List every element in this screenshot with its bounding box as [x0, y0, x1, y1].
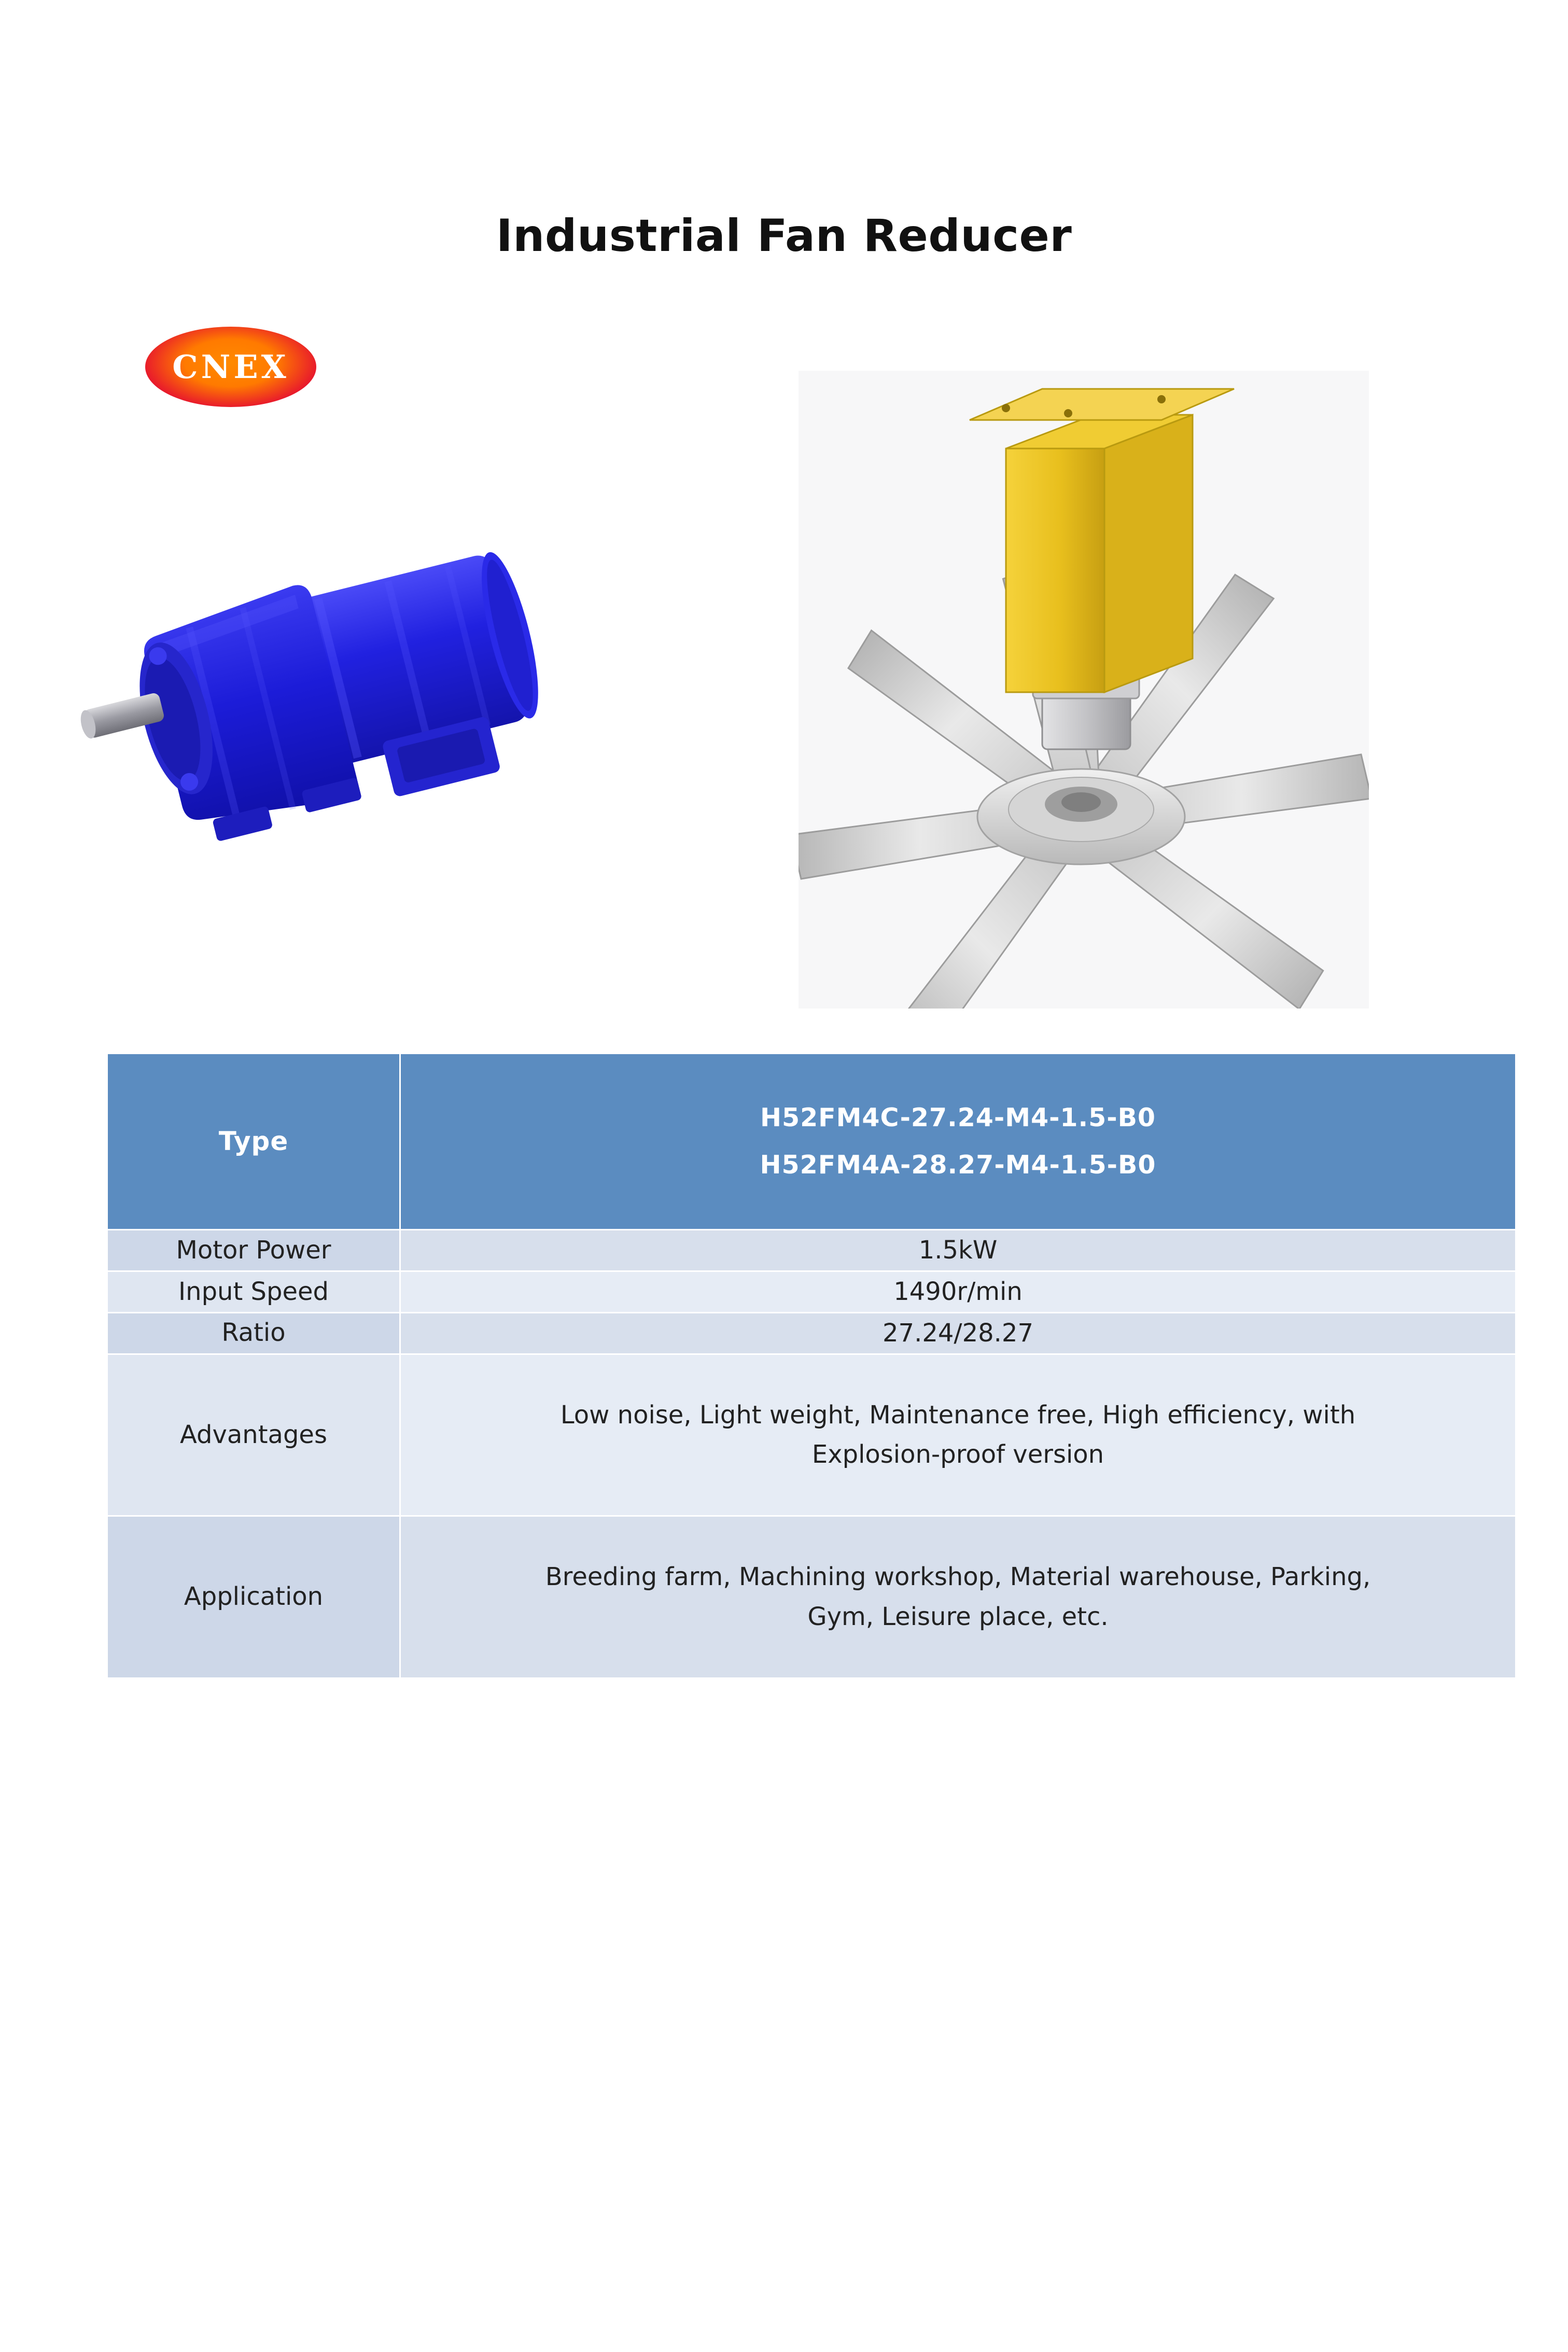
- advantages-line-1: Low noise, Light weight, Maintenance free, High efficiency, with: [560, 1400, 1356, 1430]
- advantages-line-2: Explosion-proof version: [811, 1440, 1104, 1469]
- row-value-application: [400, 1516, 1516, 1678]
- type-model-1: H52FM4C-27.24-M4-1.5-B0: [760, 1103, 1156, 1132]
- row-value-input-speed: 1490r/min: [400, 1271, 1516, 1313]
- brand-logo: [145, 327, 316, 410]
- table-row: [107, 1230, 1516, 1271]
- type-model-2: H52FM4A-28.27-M4-1.5-B0: [760, 1150, 1156, 1180]
- row-value-advantages: [400, 1354, 1516, 1516]
- row-label-type: Type: [107, 1054, 400, 1230]
- row-label-application: Application: [107, 1516, 400, 1678]
- row-label-ratio: Ratio: [107, 1312, 400, 1354]
- application-line-1: Breeding farm, Machining workshop, Material warehouse, Parking,: [545, 1562, 1371, 1592]
- page-title: Industrial Fan Reducer: [496, 210, 1072, 262]
- reducer-illustration: [78, 436, 726, 928]
- table-row: [107, 1516, 1516, 1678]
- reducer-product-image: [78, 436, 726, 928]
- row-label-input-speed: Input Speed: [107, 1271, 400, 1313]
- logo-text: CNEX: [172, 348, 289, 386]
- specification-table: [106, 1053, 1517, 1679]
- application-line-2: Gym, Leisure place, etc.: [807, 1602, 1109, 1632]
- table-row: [107, 1054, 1516, 1230]
- row-value-motor-power: 1.5kW: [400, 1230, 1516, 1271]
- row-value-type: [400, 1054, 1516, 1230]
- table-row: [107, 1312, 1516, 1354]
- fan-illustration: [799, 371, 1369, 1009]
- row-label-advantages: Advantages: [107, 1354, 400, 1516]
- row-label-motor-power: Motor Power: [107, 1230, 400, 1271]
- table-row: [107, 1271, 1516, 1313]
- row-value-ratio: 27.24/28.27: [400, 1312, 1516, 1354]
- table-row: [107, 1354, 1516, 1516]
- ceiling-fan-photo: [799, 371, 1369, 1009]
